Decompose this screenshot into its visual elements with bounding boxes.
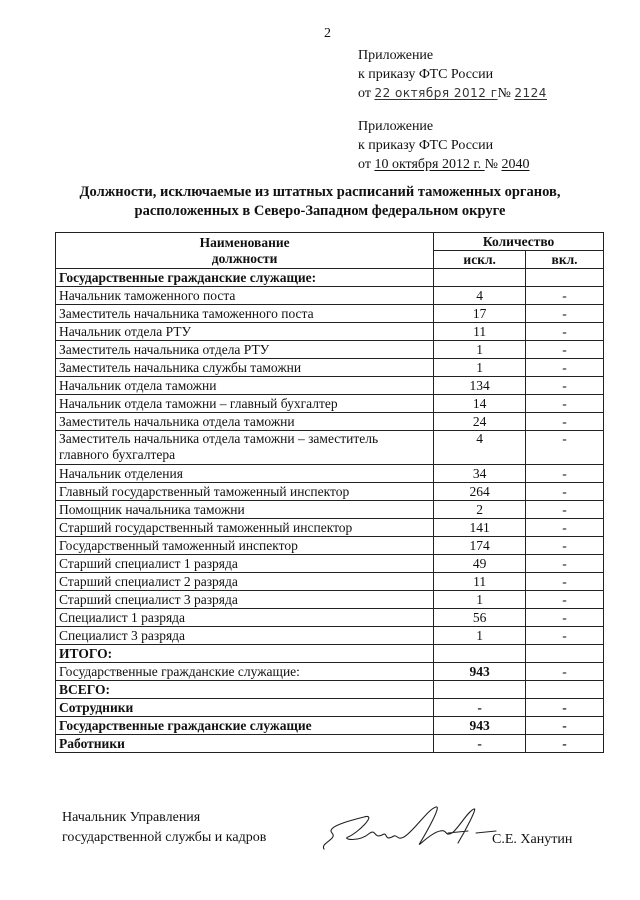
table-row: Заместитель начальника службы таможни 1 - (56, 359, 604, 377)
section-row-civil: Государственные гражданские служащие: (56, 269, 604, 287)
number-sign: № (497, 86, 511, 101)
table-row: Заместитель начальника отдела таможни – заместитель главного бухгалтера 4 - (56, 431, 604, 465)
appendix-order-ref: к приказу ФТС России (358, 67, 494, 82)
table-row: Государственный таможенный инспектор 174 - (56, 537, 604, 555)
appendix-date-line (358, 84, 547, 103)
table-row: Помощник начальника таможни 2 - (56, 501, 604, 519)
total-row-workers: Работники - - (56, 735, 604, 753)
table-row: Начальник таможенного поста 4 - (56, 287, 604, 305)
appendix-order-ref: к приказу ФТС России (358, 138, 494, 153)
from-label: от (358, 157, 371, 172)
subtotal-row: Государственные гражданские служащие: 943 - (56, 663, 604, 681)
header-row-1 (56, 233, 604, 251)
document-title (40, 183, 600, 221)
appendix-header-2 (358, 117, 530, 174)
table-row: Старший специалист 1 разряда 49 - (56, 555, 604, 573)
table-row: Заместитель начальника таможенного поста 17 - (56, 305, 604, 323)
order-number: 2040 (501, 157, 530, 172)
header-included: вкл. (526, 251, 604, 269)
signatory-name: С.Е. Ханутин (492, 832, 573, 847)
order-number: 2124 (514, 86, 547, 100)
appendix-date-line (358, 155, 530, 174)
table-row: Старший государственный таможенный инспектор 141 - (56, 519, 604, 537)
title-line-1: Должности, исключаемые из штатных расписаний таможенных органов, (79, 184, 561, 200)
table-row: Старший специалист 2 разряда 11 - (56, 573, 604, 591)
table-row: Начальник отдела таможни – главный бухгалтер 14 - (56, 395, 604, 413)
header-quantity: Количество (434, 233, 604, 251)
table-row: Специалист 1 разряда 56 - (56, 609, 604, 627)
signatory-position: Начальник Управления государственной службы и кадров (62, 810, 267, 845)
order-date: 22 октября 2012 г (374, 86, 498, 100)
total-row-employees: Сотрудники - - (56, 699, 604, 717)
table-row: Старший специалист 3 разряда 1 - (56, 591, 604, 609)
subtotal-label-row: ИТОГО: (56, 645, 604, 663)
appendix-label: Приложение (358, 119, 434, 134)
appendix-label: Приложение (358, 48, 434, 63)
number-sign: № (484, 157, 499, 172)
order-date: 10 октября 2012 г. (374, 157, 485, 172)
appendix-header-1 (358, 46, 547, 103)
table-row: Специалист 3 разряда 1 - (56, 627, 604, 645)
table-row: Главный государственный таможенный инспектор 264 - (56, 483, 604, 501)
positions-table (55, 232, 604, 753)
total-label-row: ВСЕГО: (56, 681, 604, 699)
page-number: 2 (324, 26, 331, 41)
table-row: Начальник отдела таможни 134 - (56, 377, 604, 395)
header-position-name: Наименование должности (56, 233, 434, 269)
table-row: Начальник отделения 34 - (56, 465, 604, 483)
table-row: Заместитель начальника отдела таможни 24 - (56, 413, 604, 431)
table-row: Заместитель начальника отдела РТУ 1 - (56, 341, 604, 359)
total-row-civil-servants: Государственные гражданские служащие 943 - (56, 717, 604, 735)
header-excluded: искл. (434, 251, 526, 269)
handwritten-signature-icon (318, 803, 498, 855)
from-label: от (358, 86, 371, 101)
table-row: Начальник отдела РТУ 11 - (56, 323, 604, 341)
title-line-2: расположенных в Северо-Западном федеральном округе (134, 203, 506, 219)
